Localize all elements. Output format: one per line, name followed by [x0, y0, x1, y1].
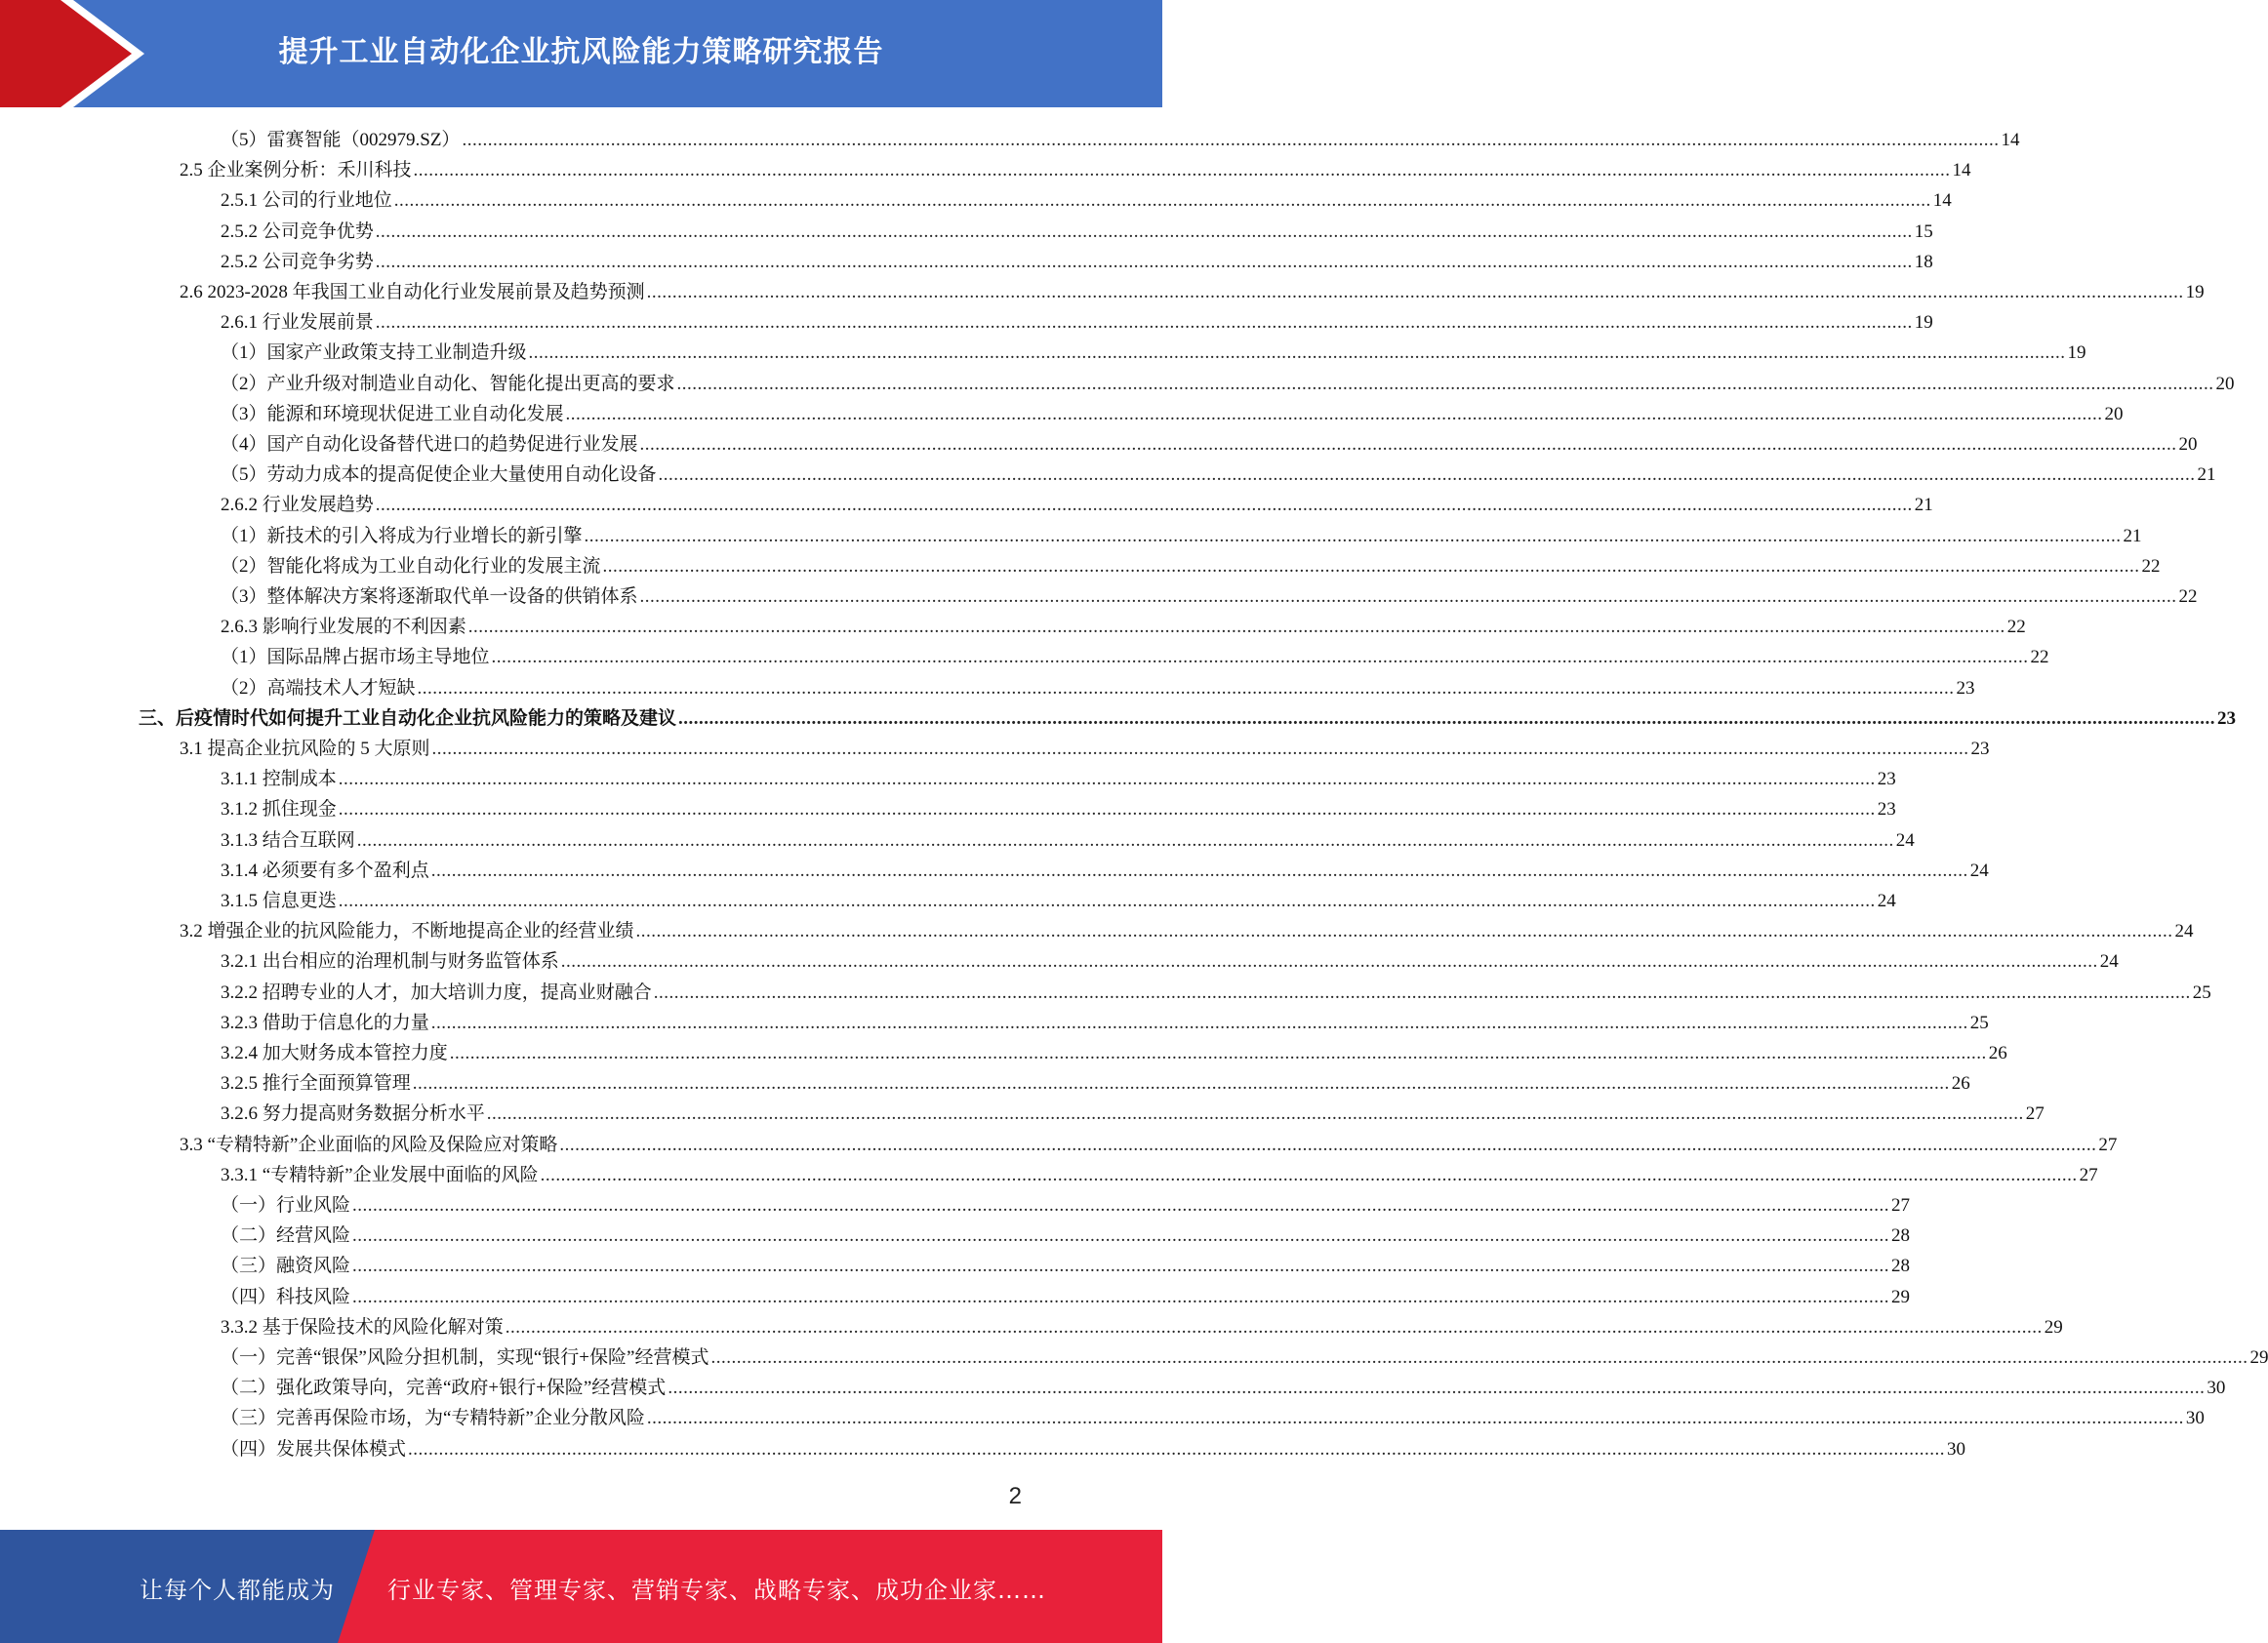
- toc-entry[interactable]: [180, 277, 2205, 307]
- toc-entry-page: 19: [2067, 342, 2086, 364]
- toc-entry-title: 2.6.2 行业发展趋势: [221, 495, 374, 516]
- toc-entry[interactable]: [221, 856, 1989, 886]
- toc-entry-title: （1）国家产业政策支持工业制造升级: [221, 342, 527, 364]
- toc-entry[interactable]: [221, 338, 2086, 368]
- toc-entry-page: 22: [2141, 555, 2161, 577]
- toc-dot-leader: ............................................................................................................................................................................................................................................................................................................: [646, 1408, 2184, 1429]
- toc-entry-title: （2）产业升级对制造业自动化、智能化提出更高的要求: [221, 373, 675, 394]
- toc-entry-page: 22: [2006, 617, 2026, 638]
- toc-entry-title: （四）发展共保体模式: [221, 1438, 407, 1460]
- toc-dot-leader: ............................................................................................................................................................................................................................................................................................................: [710, 1347, 2248, 1368]
- toc-entry[interactable]: [221, 217, 1933, 247]
- toc-dot-leader: ............................................................................................................................................................................................................................................................................................................: [393, 190, 1931, 212]
- toc-dot-leader: ............................................................................................................................................................................................................................................................................................................: [375, 495, 1913, 516]
- toc-entry-page: 27: [2025, 1103, 2045, 1125]
- toc-entry[interactable]: [221, 1008, 1989, 1038]
- toc-entry[interactable]: [221, 551, 2161, 581]
- toc-dot-leader: ............................................................................................................................................................................................................................................................................................................: [565, 403, 2103, 424]
- toc-dot-leader: ............................................................................................................................................................................................................................................................................................................: [338, 799, 1876, 821]
- toc-entry[interactable]: [221, 1342, 2268, 1373]
- toc-entry[interactable]: [221, 460, 2216, 490]
- toc-entry-title: 3.3.1 “专精特新”企业发展中面临的风险: [221, 1164, 539, 1185]
- toc-entry-page: 30: [2185, 1408, 2205, 1429]
- toc-entry[interactable]: [221, 1434, 1966, 1464]
- toc-entry-title: 3.2.5 推行全面预算管理: [221, 1073, 411, 1095]
- toc-entry[interactable]: [221, 794, 1896, 824]
- toc-entry[interactable]: [221, 1099, 2045, 1129]
- toc-entry-page: 28: [1891, 1225, 1911, 1247]
- toc-entry[interactable]: [221, 1160, 2098, 1190]
- toc-entry-title: （2）智能化将成为工业自动化行业的发展主流: [221, 555, 601, 577]
- toc-dot-leader: ............................................................................................................................................................................................................................................................................................................: [356, 829, 1894, 851]
- toc-dot-leader: ............................................................................................................................................................................................................................................................................................................: [338, 769, 1876, 790]
- toc-entry[interactable]: [180, 155, 1971, 185]
- toc-dot-leader: ............................................................................................................................................................................................................................................................................................................: [462, 130, 2000, 150]
- toc-entry-title: （三）融资风险: [221, 1256, 351, 1277]
- toc-entry-title: 3.1.2 抓住现金: [221, 799, 337, 821]
- toc-dot-leader: ............................................................................................................................................................................................................................................................................................................: [559, 1134, 2097, 1155]
- toc-entry-title: 3.1 提高企业抗风险的 5 大原则: [180, 739, 430, 759]
- toc-entry[interactable]: [221, 764, 1896, 794]
- toc-dot-leader: ............................................................................................................................................................................................................................................................................................................: [584, 525, 2122, 546]
- toc-entry-page: 22: [2030, 647, 2049, 668]
- toc-dot-leader: ............................................................................................................................................................................................................................................................................................................: [653, 982, 2191, 1003]
- toc-entry-title: 2.5.2 公司竞争劣势: [221, 251, 374, 272]
- toc-dot-leader: ............................................................................................................................................................................................................................................................................................................: [449, 1043, 1987, 1063]
- toc-dot-leader: ............................................................................................................................................................................................................................................................................................................: [639, 434, 2177, 455]
- toc-entry[interactable]: [221, 1221, 1911, 1251]
- toc-dot-leader: ............................................................................................................................................................................................................................................................................................................: [352, 1195, 1890, 1216]
- toc-dot-leader: ............................................................................................................................................................................................................................................................................................................: [678, 707, 2216, 729]
- toc-entry[interactable]: [221, 399, 2124, 429]
- toc-entry-title: （5）劳动力成本的提高促使企业大量使用自动化设备: [221, 464, 657, 486]
- toc-entry-page: 23: [1877, 769, 1896, 790]
- toc-entry[interactable]: [180, 734, 1990, 764]
- toc-entry[interactable]: [221, 1373, 2226, 1403]
- toc-entry-page: 14: [1952, 160, 1971, 181]
- toc-entry-title: （5）雷赛智能（002979.SZ）: [221, 130, 461, 150]
- toc-entry-page: 24: [1969, 860, 1989, 881]
- toc-entry-page: 21: [2123, 525, 2142, 546]
- footer-slogan-right: 行业专家、管理专家、营销专家、战略专家、成功企业家……: [387, 1577, 1046, 1604]
- toc-entry-title: （一）完善“银保”风险分担机制，实现“银行+保险”经营模式: [221, 1347, 709, 1368]
- toc-entry-page: 24: [2099, 951, 2119, 973]
- toc-entry-page: 24: [1877, 891, 1896, 911]
- toc-entry-title: （1）国际品牌占据市场主导地位: [221, 647, 490, 668]
- toc-entry-title: 2.5.1 公司的行业地位: [221, 190, 392, 212]
- toc-entry[interactable]: [221, 673, 1975, 703]
- toc-entry-page: 22: [2178, 586, 2198, 607]
- toc-entry[interactable]: [180, 1130, 2118, 1160]
- toc-dot-leader: ............................................................................................................................................................................................................................................................................................................: [491, 647, 2029, 668]
- toc-entry[interactable]: [221, 1403, 2205, 1433]
- toc-entry-title: 2.6.1 行业发展前景: [221, 312, 374, 334]
- toc-entry[interactable]: [221, 307, 1933, 338]
- toc-dot-leader: ............................................................................................................................................................................................................................................................................................................: [639, 586, 2177, 607]
- toc-entry-page: 20: [2178, 434, 2198, 455]
- toc-entry-page: 18: [1914, 251, 1933, 272]
- toc-entry-title: 3.1.4 必须要有多个盈利点: [221, 860, 429, 881]
- toc-dot-leader: ............................................................................................................................................................................................................................................................................................................: [658, 464, 2196, 486]
- toc-entry[interactable]: [221, 247, 1933, 277]
- toc-entry-page: 29: [2249, 1347, 2268, 1368]
- toc-dot-leader: ............................................................................................................................................................................................................................................................................................................: [528, 342, 2066, 364]
- toc-entry-page: 27: [1891, 1195, 1911, 1216]
- toc-entry-page: 21: [1914, 495, 1933, 516]
- toc-entry-title: （二）经营风险: [221, 1225, 351, 1247]
- toc-entry-title: 3.2.2 招聘专业的人才，加大培训力度，提高业财融合: [221, 982, 652, 1003]
- toc-entry-title: （3）能源和环境现状促进工业自动化发展: [221, 403, 564, 424]
- footer-slogan-left: 让每个人都能成为: [140, 1577, 335, 1604]
- toc-entry-page: 23: [1877, 799, 1896, 821]
- toc-dot-leader: ............................................................................................................................................................................................................................................................................................................: [375, 312, 1913, 334]
- toc-entry-title: 3.1.1 控制成本: [221, 769, 337, 790]
- toc-entry-title: 2.5.2 公司竞争优势: [221, 220, 374, 242]
- toc-entry[interactable]: [221, 125, 2020, 155]
- toc-entry-page: 14: [2001, 130, 2020, 150]
- toc-entry-title: 3.2.3 借助于信息化的力量: [221, 1012, 429, 1033]
- toc-entry-title: 3.2.4 加大财务成本管控力度: [221, 1043, 448, 1063]
- toc-dot-leader: ............................................................................................................................................................................................................................................................................................................: [676, 373, 2214, 394]
- toc-dot-leader: ............................................................................................................................................................................................................................................................................................................: [668, 1378, 2206, 1399]
- toc-entry-page: 29: [1891, 1286, 1911, 1307]
- toc-entry[interactable]: [221, 1038, 2007, 1068]
- toc-entry-title: 3.2.1 出台相应的治理机制与财务监管体系: [221, 951, 559, 973]
- toc-dot-leader: ............................................................................................................................................................................................................................................................................................................: [467, 617, 2005, 638]
- toc-entry-title: （四）科技风险: [221, 1286, 351, 1307]
- toc-entry-page: 23: [2217, 707, 2237, 729]
- toc-entry[interactable]: [221, 612, 2026, 642]
- toc-entry[interactable]: [139, 703, 2237, 734]
- toc-entry-page: 20: [2104, 403, 2124, 424]
- toc-dot-leader: ............................................................................................................................................................................................................................................................................................................: [635, 921, 2173, 942]
- toc-dot-leader: ............................................................................................................................................................................................................................................................................................................: [375, 220, 1913, 242]
- toc-entry-title: （三）完善再保险市场，为“专精特新”企业分散风险: [221, 1408, 645, 1429]
- toc-dot-leader: ............................................................................................................................................................................................................................................................................................................: [646, 282, 2184, 302]
- toc-entry-page: 23: [1956, 677, 1975, 699]
- toc-entry-page: 27: [2079, 1164, 2098, 1185]
- toc-entry-page: 21: [2197, 464, 2216, 486]
- toc-entry[interactable]: [221, 886, 1896, 916]
- toc-entry-page: 25: [1969, 1012, 1989, 1033]
- toc-entry-title: （4）国产自动化设备替代进口的趋势促进行业发展: [221, 434, 638, 455]
- toc-entry-page: 27: [2098, 1134, 2118, 1155]
- toc-dot-leader: ............................................................................................................................................................................................................................................................................................................: [412, 1073, 1950, 1095]
- toc-entry-title: 3.1.3 结合互联网: [221, 829, 355, 851]
- toc-entry[interactable]: [221, 946, 2119, 977]
- toc-entry-page: 30: [1947, 1438, 1966, 1460]
- toc-entry[interactable]: [221, 825, 1915, 856]
- toc-dot-leader: ............................................................................................................................................................................................................................................................................................................: [431, 739, 1969, 759]
- toc-entry-page: 28: [1891, 1256, 1911, 1277]
- toc-entry-page: 19: [2185, 282, 2205, 302]
- toc-dot-leader: ............................................................................................................................................................................................................................................................................................................: [560, 951, 2098, 973]
- toc-entry-title: 三、后疫情时代如何提升工业自动化企业抗风险能力的策略及建议: [139, 707, 677, 729]
- toc-entry-title: 2.6 2023-2028 年我国工业自动化行业发展前景及趋势预测: [180, 282, 645, 302]
- toc-dot-leader: ............................................................................................................................................................................................................................................................................................................: [430, 1012, 1968, 1033]
- toc-dot-leader: ............................................................................................................................................................................................................................................................................................................: [352, 1256, 1890, 1277]
- toc-entry-title: 3.1.5 信息更迭: [221, 891, 337, 911]
- toc-entry[interactable]: [221, 642, 2049, 672]
- toc-entry-title: 3.3.2 基于保险技术的风险化解对策: [221, 1316, 504, 1338]
- toc-entry[interactable]: [221, 1251, 1911, 1281]
- toc-entry-title: 3.3 “专精特新”企业面临的风险及保险应对策略: [180, 1134, 558, 1155]
- toc-entry-page: 25: [2192, 982, 2211, 1003]
- toc-entry-title: 2.5 企业案例分析：禾川科技: [180, 160, 412, 181]
- toc-entry-page: 30: [2207, 1378, 2226, 1399]
- page-number: 2: [1008, 1483, 1022, 1509]
- toc-dot-leader: ............................................................................................................................................................................................................................................................................................................: [352, 1225, 1890, 1247]
- toc-dot-leader: ............................................................................................................................................................................................................................................................................................................: [602, 555, 2140, 577]
- toc-entry-title: 2.6.3 影响行业发展的不利因素: [221, 617, 466, 638]
- toc-entry-title: 3.2.6 努力提高财务数据分析水平: [221, 1103, 485, 1125]
- toc-entry-page: 20: [2215, 373, 2235, 394]
- toc-entry-page: 24: [1895, 829, 1915, 851]
- toc-entry[interactable]: [221, 521, 2142, 551]
- toc-dot-leader: ............................................................................................................................................................................................................................................................................................................: [430, 860, 1968, 881]
- toc-entry[interactable]: [221, 490, 1933, 520]
- page-header: [0, 0, 1162, 107]
- toc-dot-leader: ............................................................................................................................................................................................................................................................................................................: [417, 677, 1955, 699]
- toc-entry-page: 19: [1914, 312, 1933, 334]
- toc-entry[interactable]: [221, 1068, 1970, 1099]
- toc-entry-page: 14: [1932, 190, 1952, 212]
- toc-dot-leader: ............................................................................................................................................................................................................................................................................................................: [408, 1438, 1946, 1460]
- toc-entry[interactable]: [221, 1282, 1911, 1312]
- toc-entry[interactable]: [221, 1190, 1911, 1221]
- toc-entry[interactable]: [221, 369, 2235, 399]
- page-footer: [0, 1530, 1162, 1643]
- toc-dot-leader: ............................................................................................................................................................................................................................................................................................................: [486, 1103, 2024, 1125]
- toc-dot-leader: ............................................................................................................................................................................................................................................................................................................: [352, 1286, 1890, 1307]
- toc-dot-leader: ............................................................................................................................................................................................................................................................................................................: [338, 891, 1876, 911]
- toc-entry[interactable]: [221, 581, 2198, 612]
- toc-entry-title: （一）行业风险: [221, 1195, 351, 1216]
- toc-entry-page: 15: [1914, 220, 1933, 242]
- toc-entry[interactable]: [221, 429, 2198, 460]
- toc-entry-page: 26: [1988, 1043, 2007, 1063]
- toc-entry-page: 29: [2044, 1316, 2063, 1338]
- toc-entry-title: （2）高端技术人才短缺: [221, 677, 416, 699]
- toc-entry-title: （二）强化政策导向，完善“政府+银行+保险”经营模式: [221, 1378, 667, 1399]
- toc-entry-page: 23: [1970, 739, 1990, 759]
- toc-entry-page: 26: [1951, 1073, 1970, 1095]
- toc-entry[interactable]: [221, 185, 1952, 216]
- toc-dot-leader: ............................................................................................................................................................................................................................................................................................................: [505, 1316, 2043, 1338]
- toc-entry[interactable]: [221, 1312, 2063, 1342]
- toc-entry[interactable]: [221, 978, 2211, 1008]
- toc-entry[interactable]: [180, 916, 2194, 946]
- header-title: 提升工业自动化企业抗风险能力策略研究报告: [278, 35, 884, 69]
- toc-entry-title: 3.2 增强企业的抗风险能力，不断地提高企业的经营业绩: [180, 921, 634, 942]
- toc-dot-leader: ............................................................................................................................................................................................................................................................................................................: [540, 1164, 2078, 1185]
- toc-dot-leader: ............................................................................................................................................................................................................................................................................................................: [413, 160, 1951, 181]
- toc-entry-title: （1）新技术的引入将成为行业增长的新引擎: [221, 525, 583, 546]
- toc-entry-page: 24: [2174, 921, 2194, 942]
- toc-dot-leader: ............................................................................................................................................................................................................................................................................................................: [375, 251, 1913, 272]
- toc-entry-title: （3）整体解决方案将逐渐取代单一设备的供销体系: [221, 586, 638, 607]
